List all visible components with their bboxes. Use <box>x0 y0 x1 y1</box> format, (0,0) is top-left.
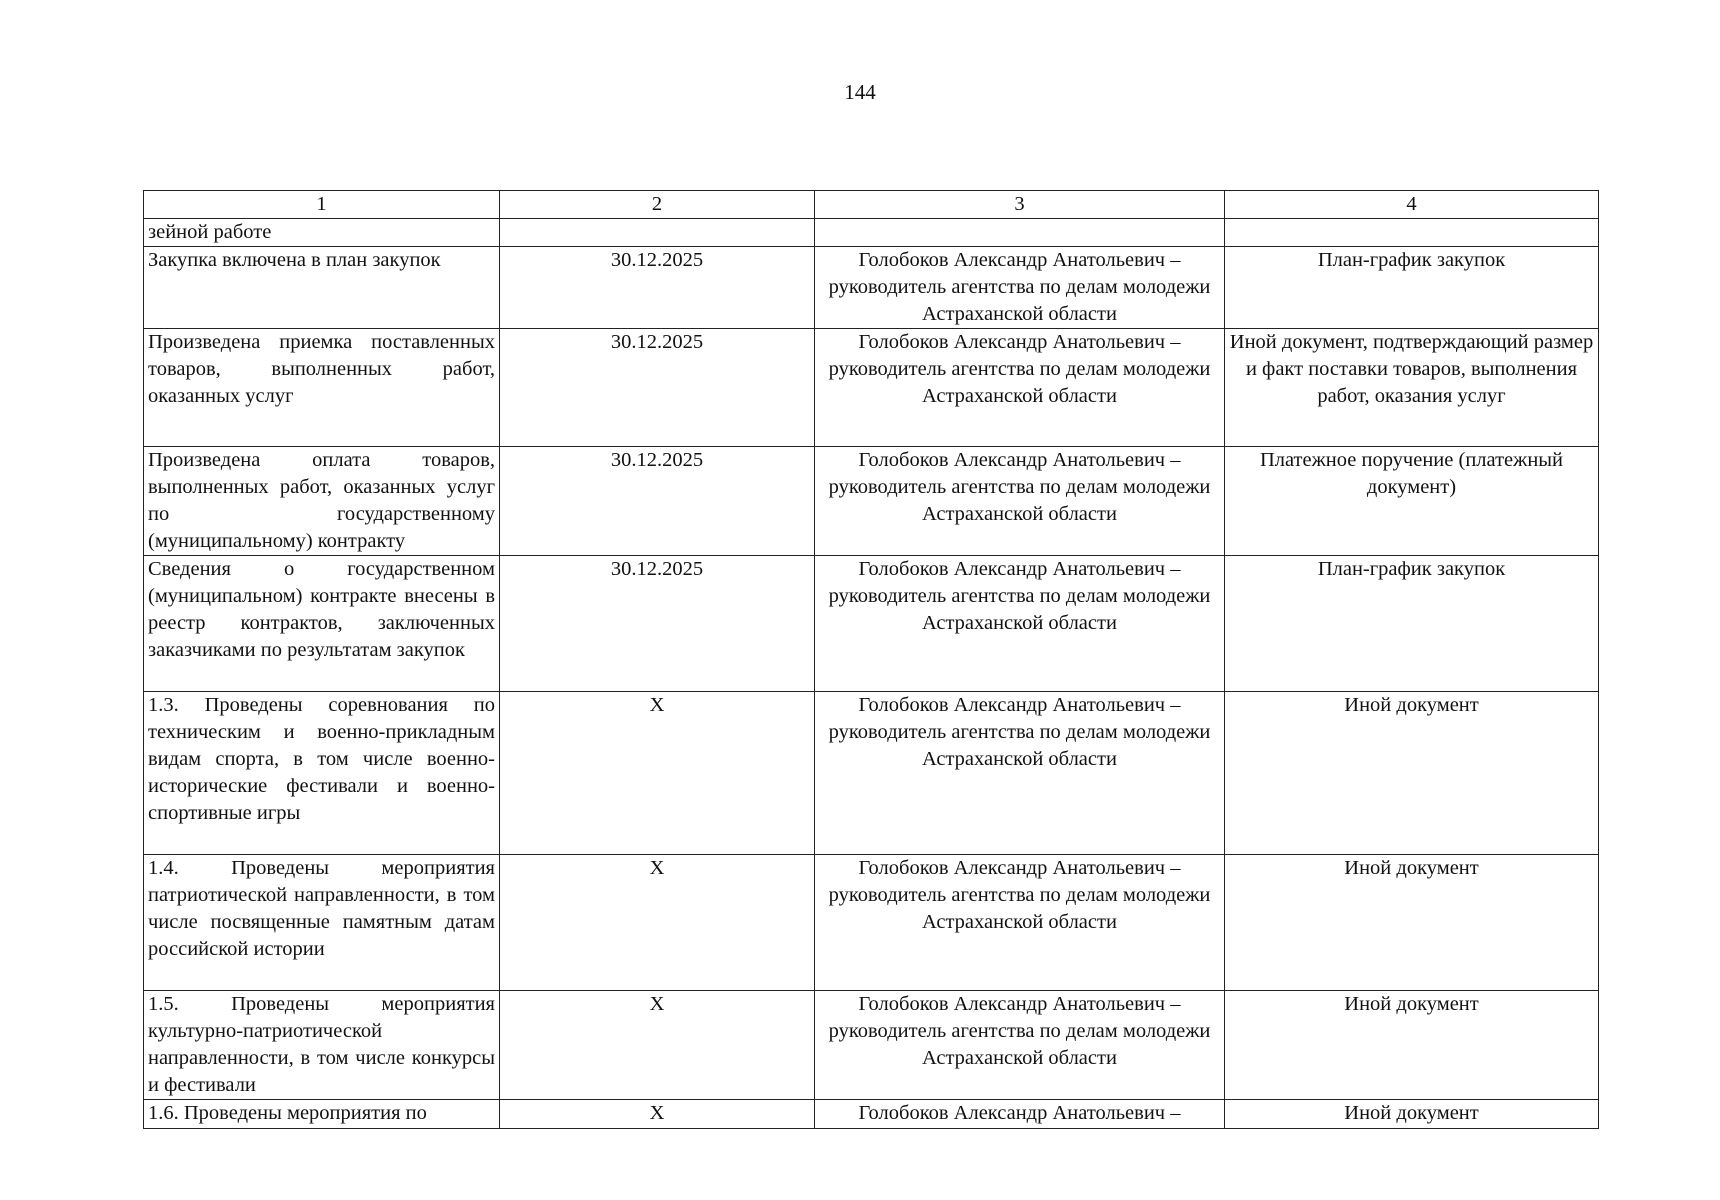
document-cell: Иной документ <box>1225 991 1599 1100</box>
event-cell: зейной работе <box>144 219 500 247</box>
responsible-cell: Голобоков Александр Анатольевич – руководитель агентства по делам молодежи Астраханской области <box>815 556 1225 692</box>
column-header: 1 <box>144 191 500 219</box>
date-cell: Х <box>500 1100 815 1129</box>
document-cell: Иной документ <box>1225 855 1599 991</box>
event-cell: Произведена приемка поставленных товаров, выполненных работ, оказанных услуг <box>144 329 500 447</box>
table-row <box>144 692 1599 855</box>
table-row <box>144 447 1599 556</box>
responsible-cell: Голобоков Александр Анатольевич – руководитель агентства по делам молодежи Астраханской области <box>815 447 1225 556</box>
table-row <box>144 329 1599 447</box>
date-cell <box>500 219 815 247</box>
responsible-cell: Голобоков Александр Анатольевич – руководитель агентства по делам молодежи Астраханской области <box>815 329 1225 447</box>
date-cell: 30.12.2025 <box>500 329 815 447</box>
column-header: 2 <box>500 191 815 219</box>
measures-table <box>143 190 1599 1129</box>
event-cell: 1.3. Проведены соревнования по техническим и военно-прикладным видам спорта, в том числе военно-исторические фестивали и военно-спортивные игры <box>144 692 500 855</box>
date-cell: 30.12.2025 <box>500 247 815 329</box>
table-row <box>144 219 1599 247</box>
column-header: 3 <box>815 191 1225 219</box>
responsible-cell: Голобоков Александр Анатольевич – руководитель агентства по делам молодежи Астраханской области <box>815 991 1225 1100</box>
table-header-row <box>144 191 1599 219</box>
table-row <box>144 855 1599 991</box>
table-row <box>144 556 1599 692</box>
event-cell: Произведена оплата товаров, выполненных работ, оказанных услуг по государственному (муниципальному) контракту <box>144 447 500 556</box>
responsible-cell: Голобоков Александр Анатольевич – руководитель агентства по делам молодежи Астраханской области <box>815 247 1225 329</box>
table-row <box>144 1100 1599 1129</box>
document-cell: Платежное поручение (платежный документ) <box>1225 447 1599 556</box>
document-cell: План-график закупок <box>1225 556 1599 692</box>
document-cell <box>1225 219 1599 247</box>
date-cell: Х <box>500 991 815 1100</box>
table-row <box>144 247 1599 329</box>
responsible-cell <box>815 219 1225 247</box>
document-cell: План-график закупок <box>1225 247 1599 329</box>
responsible-cell: Голобоков Александр Анатольевич – руководитель агентства по делам молодежи Астраханской области <box>815 855 1225 991</box>
document-cell: Иной документ <box>1225 692 1599 855</box>
page-number: 144 <box>844 80 876 104</box>
column-header: 4 <box>1225 191 1599 219</box>
table-row <box>144 991 1599 1100</box>
event-cell: 1.4. Проведены мероприятия патриотической направленности, в том числе посвященные памятным датам российской истории <box>144 855 500 991</box>
responsible-cell: Голобоков Александр Анатольевич – руководитель агентства по делам молодежи Астраханской области <box>815 692 1225 855</box>
event-cell: Сведения о государственном (муниципальном) контракте внесены в реестр контрактов, заключенных заказчиками по результатам закупок <box>144 556 500 692</box>
responsible-cell: Голобоков Александр Анатольевич – <box>815 1100 1225 1129</box>
date-cell: Х <box>500 692 815 855</box>
date-cell: 30.12.2025 <box>500 556 815 692</box>
event-cell: Закупка включена в план закупок <box>144 247 500 329</box>
date-cell: 30.12.2025 <box>500 447 815 556</box>
document-cell: Иной документ <box>1225 1100 1599 1129</box>
event-cell: 1.5. Проведены мероприятия культурно-патриотической направленности, в том числе конкурсы и фестивали <box>144 991 500 1100</box>
document-cell: Иной документ, подтверждающий размер и факт поставки товаров, выполнения работ, оказания услуг <box>1225 329 1599 447</box>
event-cell: 1.6. Проведены мероприятия по <box>144 1100 500 1129</box>
date-cell: Х <box>500 855 815 991</box>
